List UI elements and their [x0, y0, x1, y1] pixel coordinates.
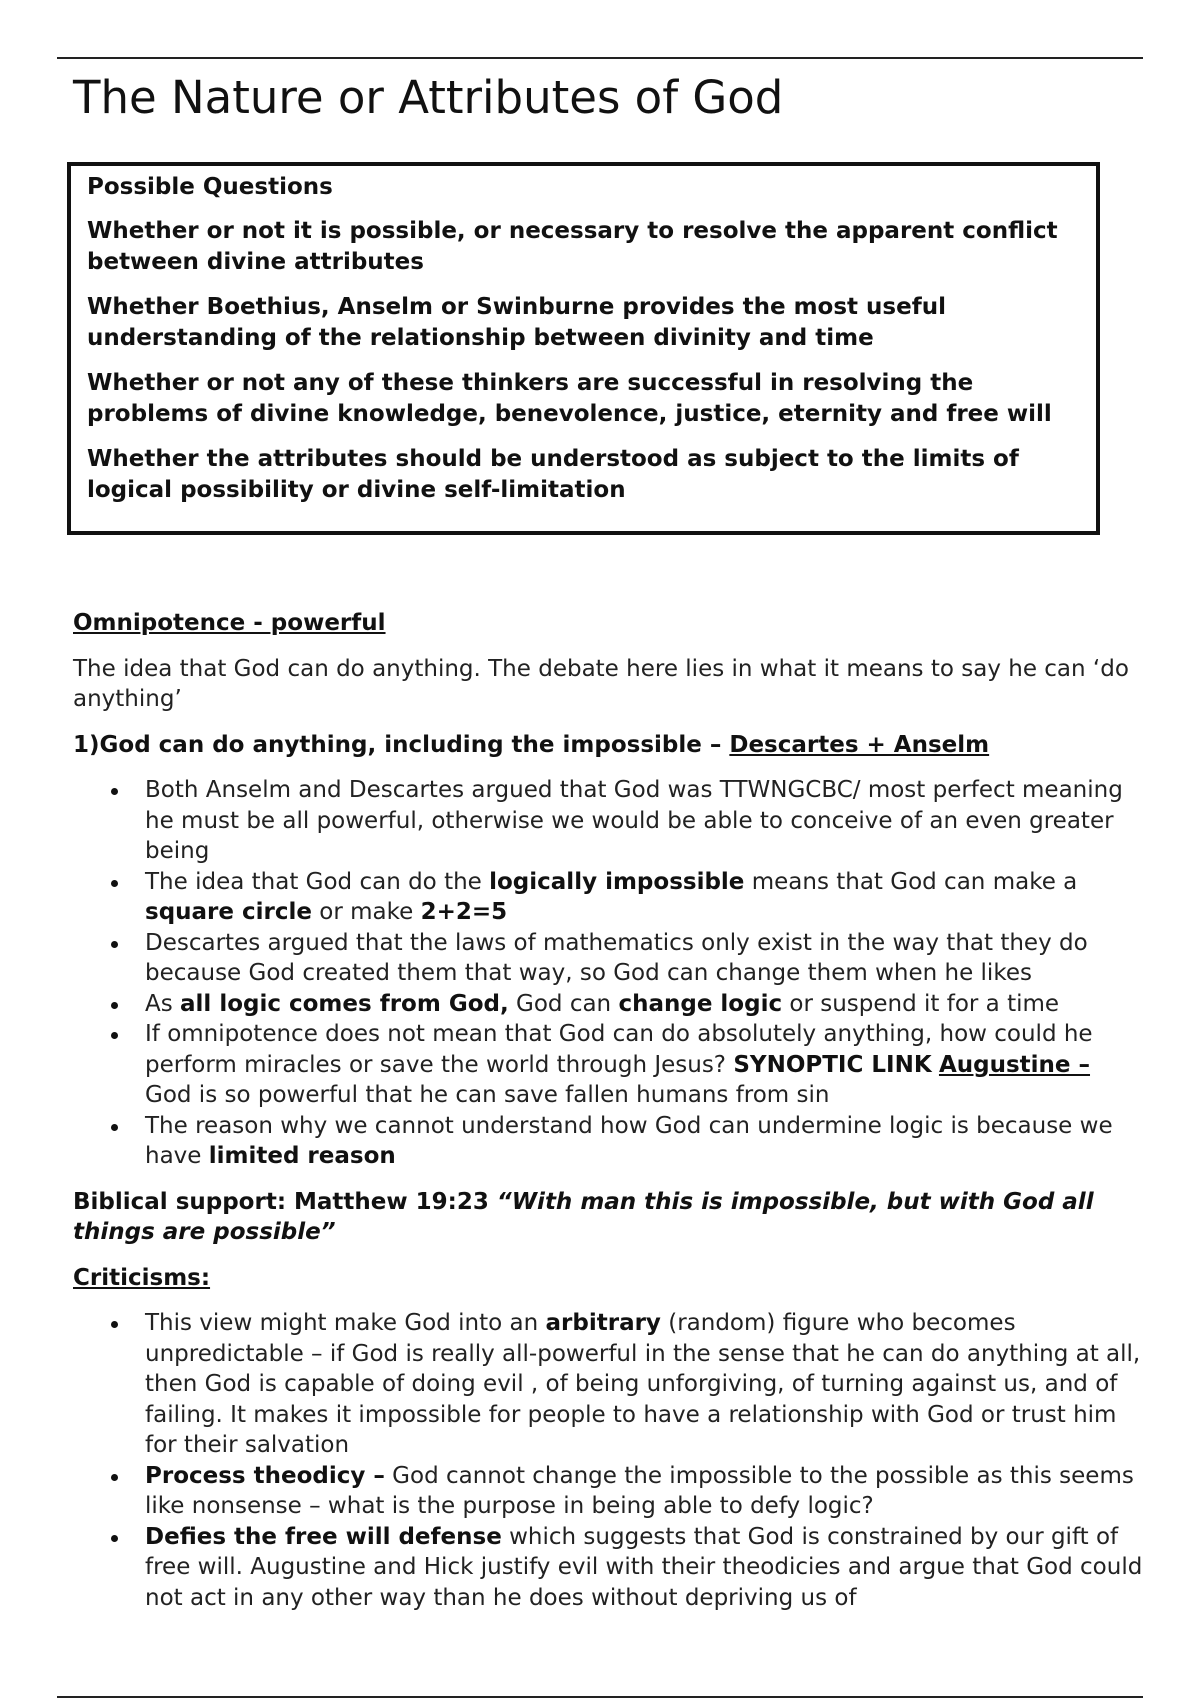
- list-item: [145, 928, 1143, 989]
- biblical-support: [73, 1187, 1143, 1248]
- criticisms-heading: Criticisms:: [73, 1264, 211, 1291]
- key-term: Process theodicy –: [145, 1462, 385, 1489]
- omnipotence-heading: Omnipotence - powerful: [73, 610, 386, 636]
- list-item: [145, 989, 1143, 1020]
- bullet-text: God is so powerful that he can save fallen humans from sin: [145, 1082, 830, 1108]
- key-term: logically impossible: [489, 868, 745, 895]
- bottom-rule: [57, 1696, 1143, 1698]
- bullet-text: which suggests that God is constrained by our gift of free will. Augustine and Hick justify evil with their theodicies and argue that God could not act in any other way than he does without depriving us of: [145, 1523, 1143, 1611]
- question-item: Whether Boethius, Anselm or Swinburne provides the most useful understanding of the relationship between divinity and time: [87, 294, 946, 351]
- key-term: change logic: [618, 990, 783, 1017]
- biblical-quote: “With man this is impossible, but with God all things are possible”: [73, 1188, 1094, 1245]
- point-one-lead: 1)God can do anything, including the impossible –: [73, 731, 730, 758]
- bullet-text: If omnipotence does not mean that God can do absolutely anything, how could he perform miracles or save the world through Jesus?: [145, 1021, 1093, 1078]
- bullet-text: The idea that God can do the: [145, 868, 490, 895]
- list-item: [145, 775, 1143, 867]
- bullet-text: or make: [311, 899, 421, 925]
- bullet-text: means that God can make a: [744, 868, 1078, 895]
- main-content: [73, 608, 1143, 1628]
- bullet-text: God cannot change the impossible to the possible as this seems like nonsense – what is the purpose in being able to defy logic?: [145, 1462, 1134, 1519]
- criticisms-heading-line: [73, 1263, 1143, 1294]
- biblical-lead: Biblical support: Matthew 19:23: [73, 1188, 497, 1215]
- synoptic-link: SYNOPTIC LINK: [733, 1051, 932, 1078]
- top-rule: [57, 57, 1143, 59]
- key-term: Defies the free will defense: [145, 1523, 502, 1550]
- list-item: [145, 1019, 1143, 1111]
- bullet-text: This view might make God into an: [145, 1310, 546, 1336]
- list-item: [145, 1308, 1143, 1461]
- bullet-text: or suspend it for a time: [782, 990, 1060, 1017]
- bullet-text: God can: [508, 990, 619, 1017]
- key-term: square circle: [145, 899, 312, 925]
- point-one-heading: [73, 730, 1143, 761]
- list-item: [145, 1522, 1143, 1614]
- point-one-list: [73, 775, 1143, 1172]
- list-item: [145, 1111, 1143, 1172]
- possible-questions-box: [67, 162, 1100, 535]
- question-item: Whether or not any of these thinkers are successful in resolving the problems of divine knowledge, benevolence, justice, eternity and free will: [87, 370, 1052, 427]
- question-item: Whether the attributes should be understood as subject to the limits of logical possibility or divine self-limitation: [87, 446, 1019, 503]
- bullet-text: As: [145, 990, 181, 1017]
- bullet-text: Both Anselm and Descartes argued that God was TTWNGCBC/ most perfect meaning he must be all powerful, otherwise we would be able to conceive of an even greater being: [145, 777, 1123, 864]
- section-heading-omnipotence: [73, 608, 1143, 639]
- bullet-text: (random) figure who becomes unpredictable – if God is really all-powerful in the sense that he can do anything at all, then God is capable of doing evil , of being unforgiving, of turning against us, and of failing. It makes it impossible for people to have a relationship with God or trust him for their salvation: [145, 1310, 1141, 1458]
- key-term: arbitrary: [545, 1310, 661, 1336]
- key-term: Augustine –: [938, 1051, 1091, 1078]
- key-term: limited reason: [208, 1143, 396, 1169]
- list-item: [145, 867, 1143, 928]
- bullet-text: The reason why we cannot understand how God can undermine logic is because we have: [145, 1112, 1113, 1169]
- criticisms-list: [73, 1308, 1143, 1613]
- list-item: [145, 1461, 1143, 1522]
- omnipotence-intro: The idea that God can do anything. The debate here lies in what it means to say he can ‘do anything’: [73, 655, 1129, 712]
- question-item: Whether or not it is possible, or necessary to resolve the apparent conflict between divine attributes: [87, 218, 1058, 275]
- key-term: 2+2=5: [420, 899, 508, 925]
- bullet-text: Descartes argued that the laws of mathematics only exist in the way that they do because God created them that way, so God can change them when he likes: [145, 929, 1088, 986]
- page-title: The Nature or Attributes of God: [73, 71, 784, 124]
- key-term: all logic comes from God,: [180, 990, 509, 1017]
- questions-heading: Possible Questions: [87, 174, 333, 200]
- point-one-thinkers: Descartes + Anselm: [729, 731, 990, 758]
